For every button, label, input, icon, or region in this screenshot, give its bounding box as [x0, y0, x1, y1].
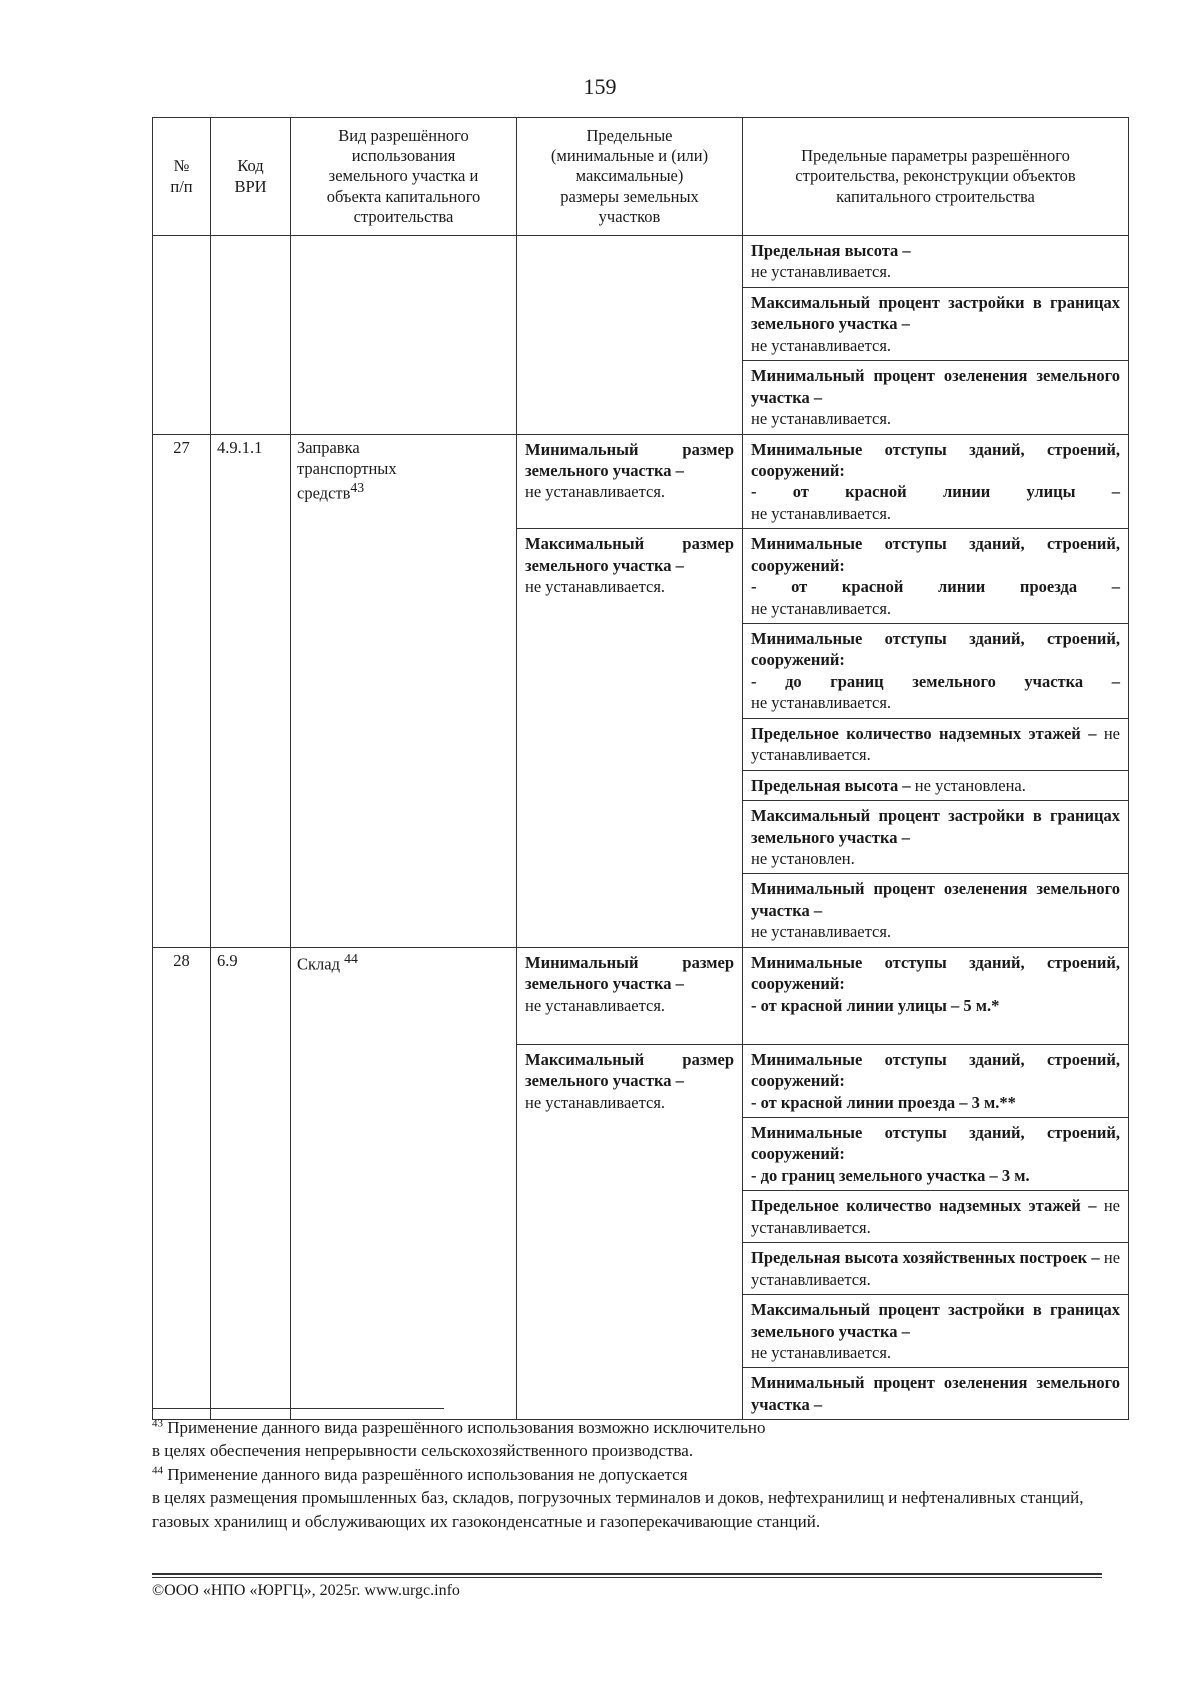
param-cell: Минимальные отступы зданий, строений, сооружений: - от красной линии улицы – не устанавливается.: [743, 434, 1129, 529]
footnote-44: $^{44}$ Применение данного вида разрешённого использования не допускается: [152, 1464, 688, 1484]
cont-num-cell: [153, 236, 211, 435]
header-sizes: Предельные (минимальные и (или) максимальные) размеры земельных участков: [517, 118, 743, 236]
page-number: 159: [583, 74, 617, 99]
table-row: [153, 434, 1129, 529]
cont-code-cell: [211, 236, 291, 435]
copyright-text: ©ООО «НПО «ЮРГЦ», 2025г. www.urgc.info: [152, 1582, 460, 1599]
param-cell: Минимальный процент озеленения земельного участка – не устанавливается.: [743, 874, 1129, 947]
param-cell: Минимальные отступы зданий, строений, сооружений: - до границ земельного участка – не устанавливается.: [743, 624, 1129, 719]
footnote-separator: [152, 1408, 444, 1409]
row-number: 27: [153, 434, 211, 947]
row-name: Заправка транспортных средств$^{43}$: [291, 434, 517, 947]
footnotes: [152, 1416, 1112, 1533]
param-cell: Минимальный процент озеленения земельного участка –: [743, 1368, 1129, 1420]
param-cell: Минимальные отступы зданий, строений, сооружений: - от красной линии проезда – 3 м.**: [743, 1044, 1129, 1117]
header-params: Предельные параметры разрешённого строительства, реконструкции объектов капитального строительства: [743, 118, 1129, 236]
header-kind: Вид разрешённого использования земельного участка и объекта капитального строительства: [291, 118, 517, 236]
header-num: № п/п: [153, 118, 211, 236]
table-row: [153, 947, 1129, 1044]
zoning-table: [152, 117, 1129, 1420]
footer-rule: [152, 1573, 1102, 1575]
param-cell: Предельная высота – не устанавливается.: [743, 236, 1129, 288]
param-cell: Максимальный процент застройки в границах земельного участка – не установлен.: [743, 801, 1129, 874]
param-cell: Предельная высота хозяйственных построек – не устанавливается.: [743, 1243, 1129, 1295]
param-cell: Минимальные отступы зданий, строений, сооружений: - до границ земельного участка – 3 м.: [743, 1118, 1129, 1191]
size-cell: Максимальный размер земельного участка – не устанавливается.: [517, 529, 743, 947]
footnote-43-cont: в целях обеспечения непрерывности сельскохозяйственного производства.: [152, 1441, 694, 1461]
param-cell: Предельная высота – не установлена.: [743, 770, 1129, 800]
footnote-44-cont: в целях размещения промышленных баз, складов, погрузочных терминалов и доков, нефтехранилищ и нефтеналивных станций, газовых хранилищ и обслуживающих их газоконденсатные и газоперекачивающие станций.: [152, 1488, 1084, 1531]
param-cell: Предельное количество надземных этажей – не устанавливается.: [743, 1191, 1129, 1243]
param-cell: Минимальные отступы зданий, строений, сооружений: - от красной линии улицы – 5 м.*: [743, 947, 1129, 1044]
row-code: 6.9: [211, 947, 291, 1420]
footnote-43: $^{43}$ Применение данного вида разрешённого использования возможно исключительно: [152, 1417, 766, 1437]
cont-name-cell: [291, 236, 517, 435]
header-code: Код ВРИ: [211, 118, 291, 236]
size-cell: Минимальный размер земельного участка – не устанавливается.: [517, 947, 743, 1044]
header-row: [153, 118, 1129, 236]
row-code: 4.9.1.1: [211, 434, 291, 947]
cont-sizes-cell: [517, 236, 743, 435]
param-cell: Предельное количество надземных этажей – не устанавливается.: [743, 718, 1129, 770]
param-cell: Максимальный процент застройки в границах земельного участка – не устанавливается.: [743, 1295, 1129, 1368]
param-cell: Максимальный процент застройки в границах земельного участка – не устанавливается.: [743, 287, 1129, 360]
size-cell: Минимальный размер земельного участка – не устанавливается.: [517, 434, 743, 529]
row-number: 28: [153, 947, 211, 1420]
footer-rule: [152, 1577, 1102, 1578]
size-cell: Максимальный размер земельного участка – не устанавливается.: [517, 1044, 743, 1420]
param-cell: Минимальные отступы зданий, строений, сооружений: - от красной линии проезда – не устанавливается.: [743, 529, 1129, 624]
row-name: Склад $^{44}$: [291, 947, 517, 1420]
param-cell: Минимальный процент озеленения земельного участка – не устанавливается.: [743, 361, 1129, 434]
table-row: [153, 236, 1129, 288]
